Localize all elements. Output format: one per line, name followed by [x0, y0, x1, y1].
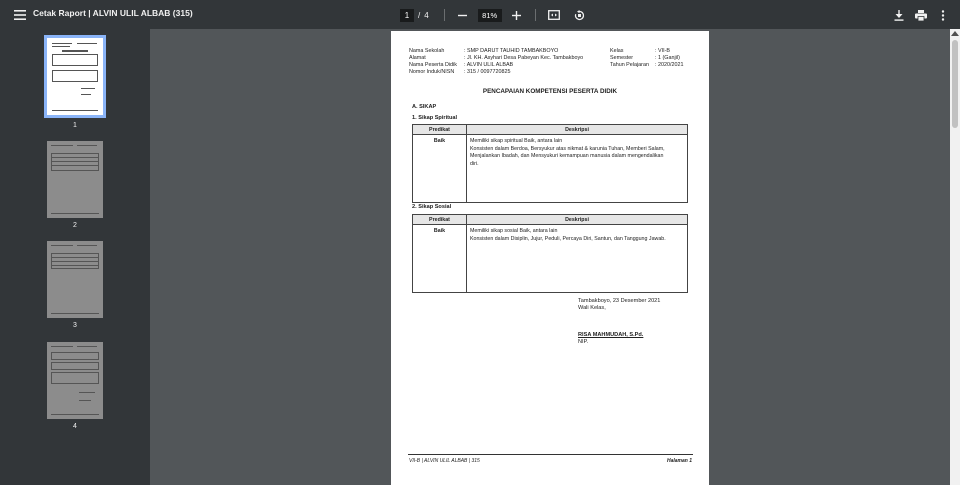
- toolbar-divider: [535, 9, 536, 21]
- column-header: Deskripsi: [467, 125, 688, 135]
- footer-student: VII-B | ALVIN ULIL ALBAB | 315: [409, 458, 480, 464]
- thumbnail-label: 3: [73, 322, 77, 329]
- signature-role: Wali Kelas,: [578, 305, 606, 311]
- description-line: diri.: [470, 160, 479, 167]
- thumbnail-sidebar: [0, 29, 150, 485]
- fit-page-icon[interactable]: [543, 4, 565, 26]
- description-line: Memiliki sikap sosial Baik, antara lain: [470, 228, 558, 234]
- page-zoom-controls: [400, 4, 591, 26]
- subsection-title: 1. Sikap Spiritual: [412, 115, 458, 121]
- page-thumbnail[interactable]: [47, 141, 103, 218]
- page-thumbnail[interactable]: [47, 38, 103, 115]
- predikat-cell: Baik: [413, 225, 467, 293]
- description-line: Menjalankan Ibadah, dan Mensyukuri kemampuan manusia dalam mengendalikan: [470, 153, 664, 159]
- pdf-toolbar: [0, 0, 960, 29]
- predikat-cell: Baik: [413, 135, 467, 203]
- info-value: : SMP DARUT TAUHID TAMBAKBOYO: [464, 48, 559, 54]
- info-key: Nama Sekolah: [409, 48, 445, 54]
- rotate-icon[interactable]: [569, 4, 591, 26]
- thumbnail-label: 2: [73, 222, 77, 229]
- student-info-left: [409, 48, 583, 76]
- page-separator: /: [418, 10, 421, 20]
- deskripsi-cell: [467, 225, 688, 293]
- toolbar-actions: [888, 4, 954, 26]
- info-key: Nama Peserta Didik: [409, 62, 457, 68]
- deskripsi-cell: [467, 135, 688, 203]
- info-value: : 2020/2021: [655, 62, 684, 68]
- spiritual-table: [412, 124, 688, 203]
- signature-place-date: Tambakboyo, 23 Desember 2021: [578, 298, 661, 304]
- info-key: Semester: [610, 55, 634, 61]
- column-header: Predikat: [413, 125, 467, 135]
- info-key: Alamat: [409, 55, 426, 61]
- social-table: [412, 214, 688, 293]
- zoom-input[interactable]: 81%: [478, 9, 502, 22]
- pdf-page: [391, 31, 709, 485]
- menu-icon[interactable]: [9, 4, 31, 26]
- section-title: A. SIKAP: [412, 104, 437, 110]
- table-row: [413, 135, 688, 203]
- scroll-up-arrow-icon[interactable]: [951, 31, 959, 36]
- column-header: Predikat: [413, 215, 467, 225]
- info-value: : VII-B: [655, 48, 670, 54]
- description-line: Konsisten dalam Disiplin, Jujur, Peduli, Percaya Diri, Santun, dan Tanggung Jawab.: [470, 235, 666, 242]
- table-row: [413, 225, 688, 293]
- info-key: Kelas: [610, 48, 624, 54]
- description-line: Memiliki sikap spiritual Baik, antara lain: [470, 138, 563, 144]
- info-value: : 1 (Ganjil): [655, 55, 680, 61]
- document-title: Cetak Raport | ALVIN ULIL ALBAB (315): [33, 8, 193, 18]
- page-total: 4: [424, 10, 429, 20]
- footer-page-number: Halaman 1: [666, 458, 692, 464]
- footer-divider: [408, 454, 693, 455]
- page-thumbnail[interactable]: [47, 342, 103, 419]
- teacher-nip: NIP.: [578, 339, 589, 345]
- page-number-input[interactable]: 1: [400, 9, 414, 22]
- info-key: Nomor Induk/NISN: [409, 69, 455, 75]
- info-value: : ALVIN ULIL ALBAB: [464, 62, 514, 68]
- zoom-out-icon[interactable]: [452, 4, 474, 26]
- download-icon[interactable]: [888, 4, 910, 26]
- description-line: Konsisten dalam Berdoa, Bersyukur atas nikmat & karunia Tuhan, Memberi Salam,: [470, 145, 665, 152]
- thumbnail-label: 1: [73, 122, 77, 129]
- page-thumbnail[interactable]: [47, 241, 103, 318]
- info-key: Tahun Pelajaran: [610, 62, 649, 68]
- column-header: Deskripsi: [467, 215, 688, 225]
- more-options-icon[interactable]: [932, 4, 954, 26]
- scrollbar-thumb[interactable]: [952, 40, 958, 128]
- thumbnail-label: 4: [73, 423, 77, 430]
- info-value: : Jl. KH. Asyhari Desa Pabeyan Kec. Tambakboyo: [464, 55, 584, 61]
- zoom-in-icon[interactable]: [506, 4, 528, 26]
- toolbar-divider: [444, 9, 445, 21]
- info-value: : 315 / 0097720825: [464, 69, 511, 75]
- report-heading: PENCAPAIAN KOMPETENSI PESERTA DIDIK: [482, 88, 618, 95]
- student-info-right: [610, 48, 683, 69]
- subsection-title: 2. Sikap Sosial: [412, 204, 452, 210]
- print-icon[interactable]: [910, 4, 932, 26]
- teacher-name: RISA MAHMUDAH, S.Pd.: [578, 332, 644, 338]
